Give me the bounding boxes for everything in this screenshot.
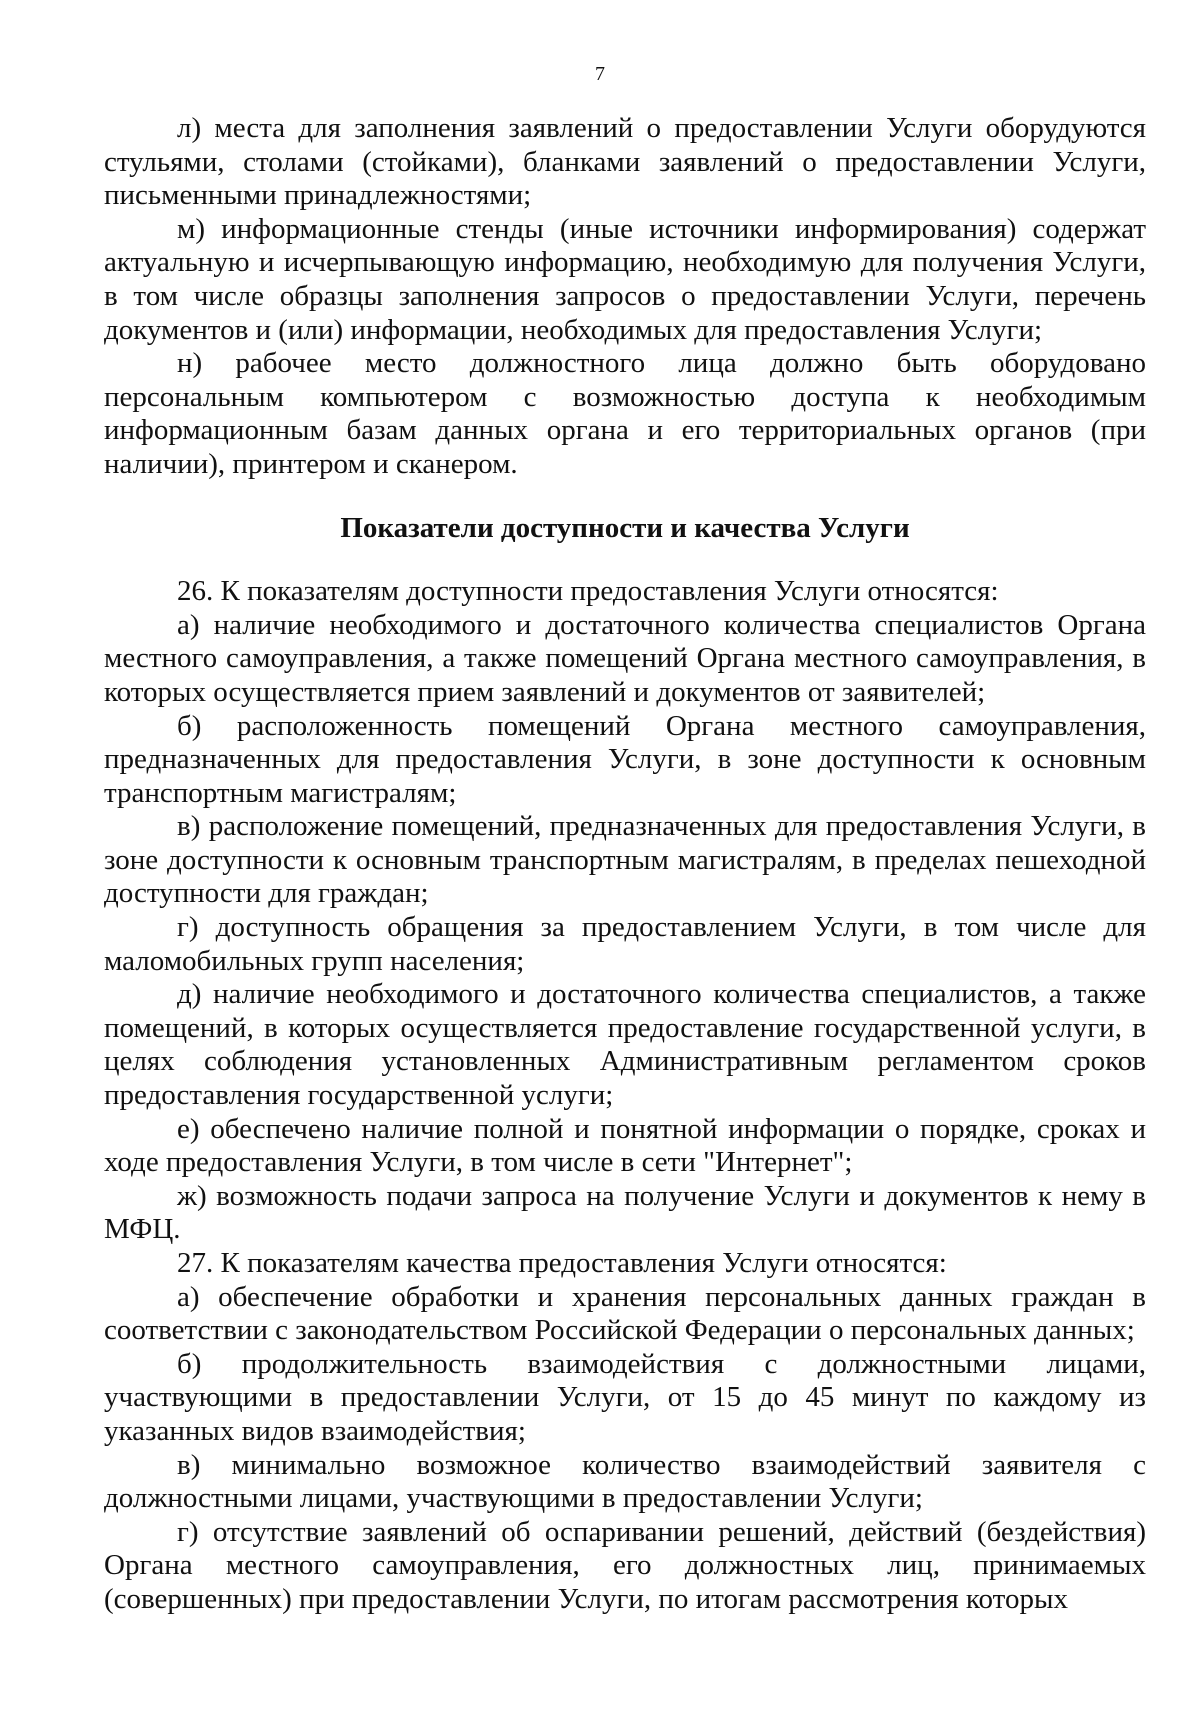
paragraph: а) обеспечение обработки и хранения персональных данных граждан в соответствии с законодательством Российской Федерации о персональных данных;	[104, 1280, 1146, 1347]
paragraph: н) рабочее место должностного лица должно быть оборудовано персональным компьютером с возможностью доступа к необходимым информационным базам данных органа и его территориальных органов (при наличии), принтером и сканером.	[104, 347, 1146, 480]
paragraph: в) минимально возможное количество взаимодействий заявителя с должностными лицами, участвующими в предоставлении Услуги;	[104, 1448, 1146, 1515]
paragraph: ж) возможность подачи запроса на получение Услуги и документов к нему в МФЦ.	[104, 1179, 1146, 1246]
document-body	[104, 112, 1146, 1617]
paragraph: е) обеспечено наличие полной и понятной информации о порядке, сроках и ходе предоставления Услуги, в том числе в сети "Интернет";	[104, 1112, 1146, 1179]
paragraph: м) информационные стенды (иные источники информирования) содержат актуальную и исчерпывающую информацию, необходимую для получения Услуги, в том числе образцы заполнения запросов о предоставлении Услуги, перечень документов и (или) информации, необходимых для предоставления Услуги;	[104, 212, 1146, 346]
paragraph: л) места для заполнения заявлений о предоставлении Услуги оборудуются стульями, столами (стойками), бланками заявлений о предоставлении Услуги, письменными принадлежностями;	[104, 112, 1146, 212]
paragraph: 27. К показателям качества предоставления Услуги относятся:	[177, 1247, 947, 1279]
page-number: 7	[595, 63, 605, 85]
paragraph: в) расположение помещений, предназначенных для предоставления Услуги, в зоне доступности к основным транспортным магистралям, в пределах пешеходной доступности для граждан;	[104, 810, 1146, 910]
section-heading: Показатели доступности и качества Услуги	[340, 511, 910, 544]
paragraph: д) наличие необходимого и достаточного количества специалистов, а также помещений, в которых осуществляется предоставление государственной услуги, в целях соблюдения установленных Административным регламентом сроков предоставления государственной услуги;	[104, 978, 1146, 1112]
paragraph: б) продолжительность взаимодействия с должностными лицами, участвующими в предоставлении Услуги, от 15 до 45 минут по каждому из указанных видов взаимодействия;	[104, 1347, 1146, 1447]
paragraph: б) расположенность помещений Органа местного самоуправления, предназначенных для предоставления Услуги, в зоне доступности к основным транспортным магистралям;	[104, 709, 1146, 809]
paragraph: а) наличие необходимого и достаточного количества специалистов Органа местного самоуправления, а также помещений Органа местного самоуправления, в которых осуществляется прием заявлений и документов от заявителей;	[104, 608, 1146, 708]
paragraph: 26. К показателям доступности предоставления Услуги относятся:	[177, 575, 999, 608]
paragraph: г) доступность обращения за предоставлением Услуги, в том числе для маломобильных групп населения;	[104, 911, 1146, 977]
paragraph: г) отсутствие заявлений об оспаривании решений, действий (бездействия) Органа местного самоуправления, его должностных лиц, принимаемых (совершенных) при предоставлении Услуги, по итогам рассмотрения которых	[104, 1515, 1146, 1615]
